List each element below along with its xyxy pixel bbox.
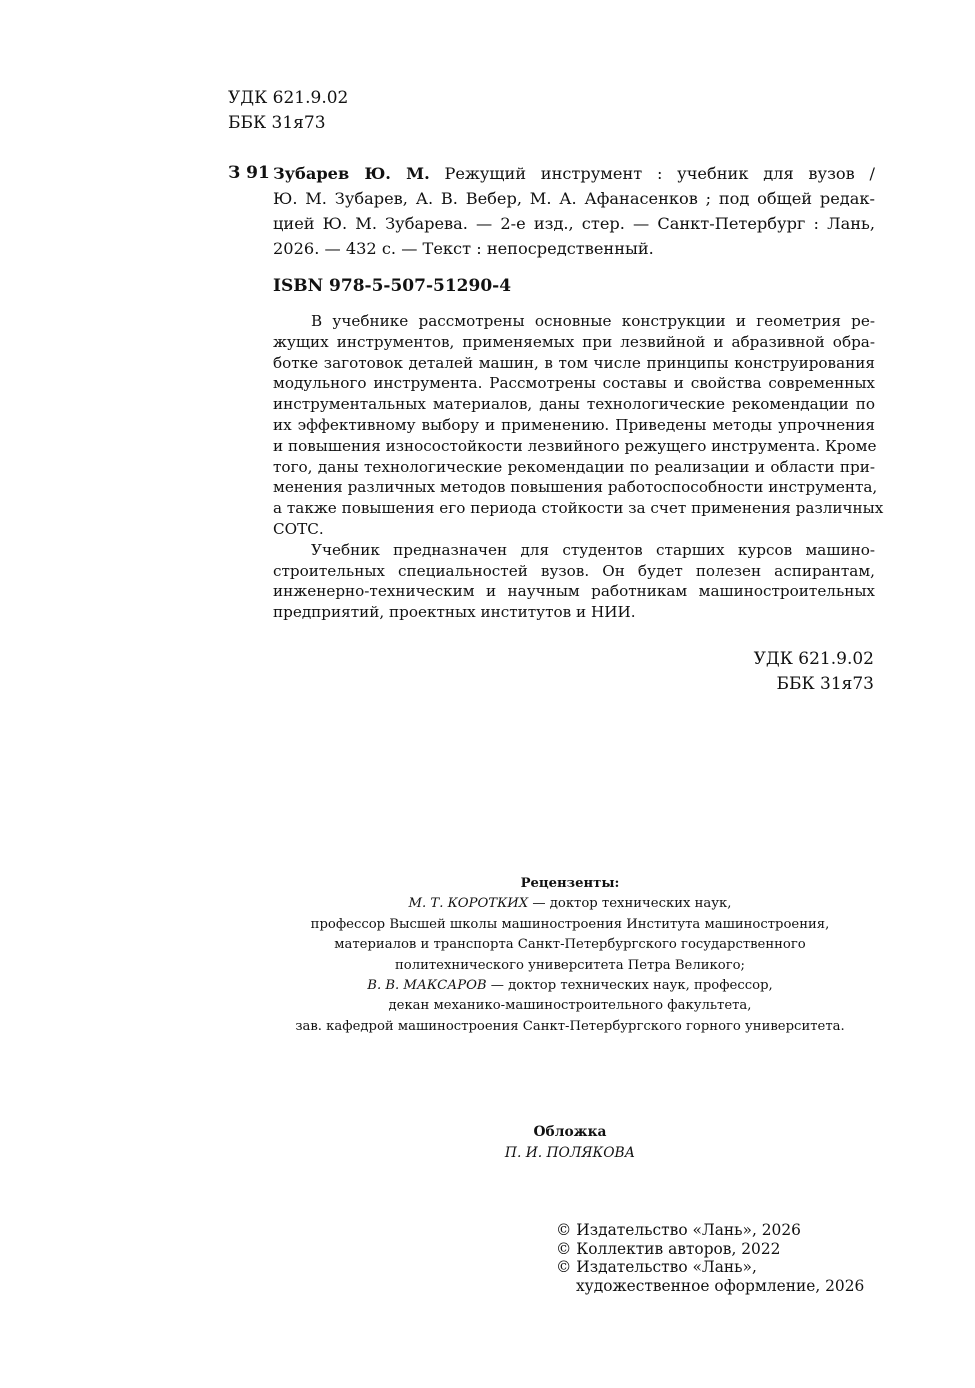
abstract-line: предприятий, проектных институтов и НИИ.: [273, 603, 636, 622]
reviewer-1: [230, 894, 910, 914]
copyright-line: © Издательство «Лань», 2026: [556, 1221, 801, 1239]
cover-designer: П. И. ПОЛЯКОВА: [504, 1144, 636, 1161]
abstract-line: инструментальных материалов, даны технологические рекомендации по: [273, 395, 875, 414]
abstract-line: их эффективному выбору и применению. Приведены методы упрочнения: [273, 415, 875, 434]
bibliographic-citation: [273, 161, 875, 261]
reviewer-2: [230, 976, 910, 996]
abstract-line: Учебник предназначен для студентов старших курсов машино-: [311, 540, 875, 559]
abstract-line: ботке заготовок деталей машин, в том числе принципы конструирования: [273, 353, 875, 372]
citation-line-1: [273, 161, 875, 186]
reviewers-heading: Рецензенты:: [520, 876, 620, 891]
abstract-line: строительных специальностей вузов. Он будет полезен аспирантам,: [273, 561, 875, 580]
abstract-line: и повышения износостойкости лезвийного режущего инструмента. Кроме: [273, 436, 877, 455]
reviewer-2-name: В. В. МАКСАРОВ: [367, 978, 487, 994]
copyright-line: © Издательство «Лань»,: [556, 1258, 757, 1276]
bbk-code: ББК 31я73: [776, 674, 874, 694]
bbk-code: ББК 31я73: [228, 113, 326, 133]
udk-code: УДК 621.9.02: [228, 88, 349, 108]
copyright-line: © Коллектив авторов, 2022: [556, 1239, 781, 1258]
citation-title: Режущий инструмент : учебник для вузов /: [429, 164, 875, 183]
abstract-line: а также повышения его периода стойкости за счет применения различных: [273, 499, 884, 518]
udk-code: УДК 621.9.02: [753, 649, 874, 669]
abstract-line: модульного инструмента. Рассмотрены составы и свойства современных: [273, 374, 875, 393]
reviewer-1-detail: политехнического университета Петра Великого;: [394, 957, 745, 973]
reviewer-1-name: М. Т. КОРОТКИХ: [408, 896, 529, 912]
abstract: [273, 311, 884, 623]
abstract-line: В учебнике рассмотрены основные конструкции и геометрия ре-: [311, 312, 875, 330]
reviewer-1-detail: профессор Высшей школы машиностроения Института машиностроения,: [310, 916, 830, 932]
reviewer-2-title: — доктор технических наук, профессор,: [486, 978, 773, 994]
cover-credit: [230, 1122, 910, 1163]
copyright-block: [556, 1221, 864, 1295]
bottom-classification-codes: [754, 647, 874, 697]
author-mark: З 91: [228, 163, 270, 183]
isbn: ISBN 978-5-507-51290-4: [273, 276, 512, 296]
citation-author: Зубарев Ю. М.: [273, 164, 430, 183]
top-classification-codes: [228, 86, 348, 136]
abstract-line: инженерно-техническим и научным работникам машиностроительных: [273, 582, 875, 601]
abstract-line: СОТС.: [273, 519, 324, 538]
reviewer-2-detail: декан механико-машиностроительного факультета,: [388, 998, 752, 1014]
reviewer-1-detail: материалов и транспорта Санкт-Петербургского государственного: [334, 937, 806, 953]
reviewer-2-detail: зав. кафедрой машиностроения Санкт-Петербургского горного университета.: [295, 1018, 845, 1034]
citation-line-4: 2026. — 432 с. — Текст : непосредственный.: [273, 239, 654, 258]
citation-line-3: цией Ю. М. Зубарева. — 2-е изд., стер. — Санкт-Петербург : Лань,: [273, 214, 875, 233]
abstract-line: менения различных методов повышения работоспособности инструмента,: [273, 478, 878, 497]
abstract-line: жущих инструментов, применяемых при лезвийной и абразивной обра-: [273, 332, 875, 351]
reviewers-block: [230, 874, 910, 1037]
copyright-line-continuation: художественное оформление, 2026: [576, 1276, 865, 1295]
reviewer-1-title: — доктор технических наук,: [528, 896, 732, 912]
abstract-line: того, даны технологические рекомендации по реализации и области при-: [273, 457, 875, 476]
citation-line-2: Ю. М. Зубарев, А. В. Вебер, М. А. Афанасенков ; под общей редак-: [273, 189, 875, 208]
cover-heading: Обложка: [533, 1124, 607, 1140]
